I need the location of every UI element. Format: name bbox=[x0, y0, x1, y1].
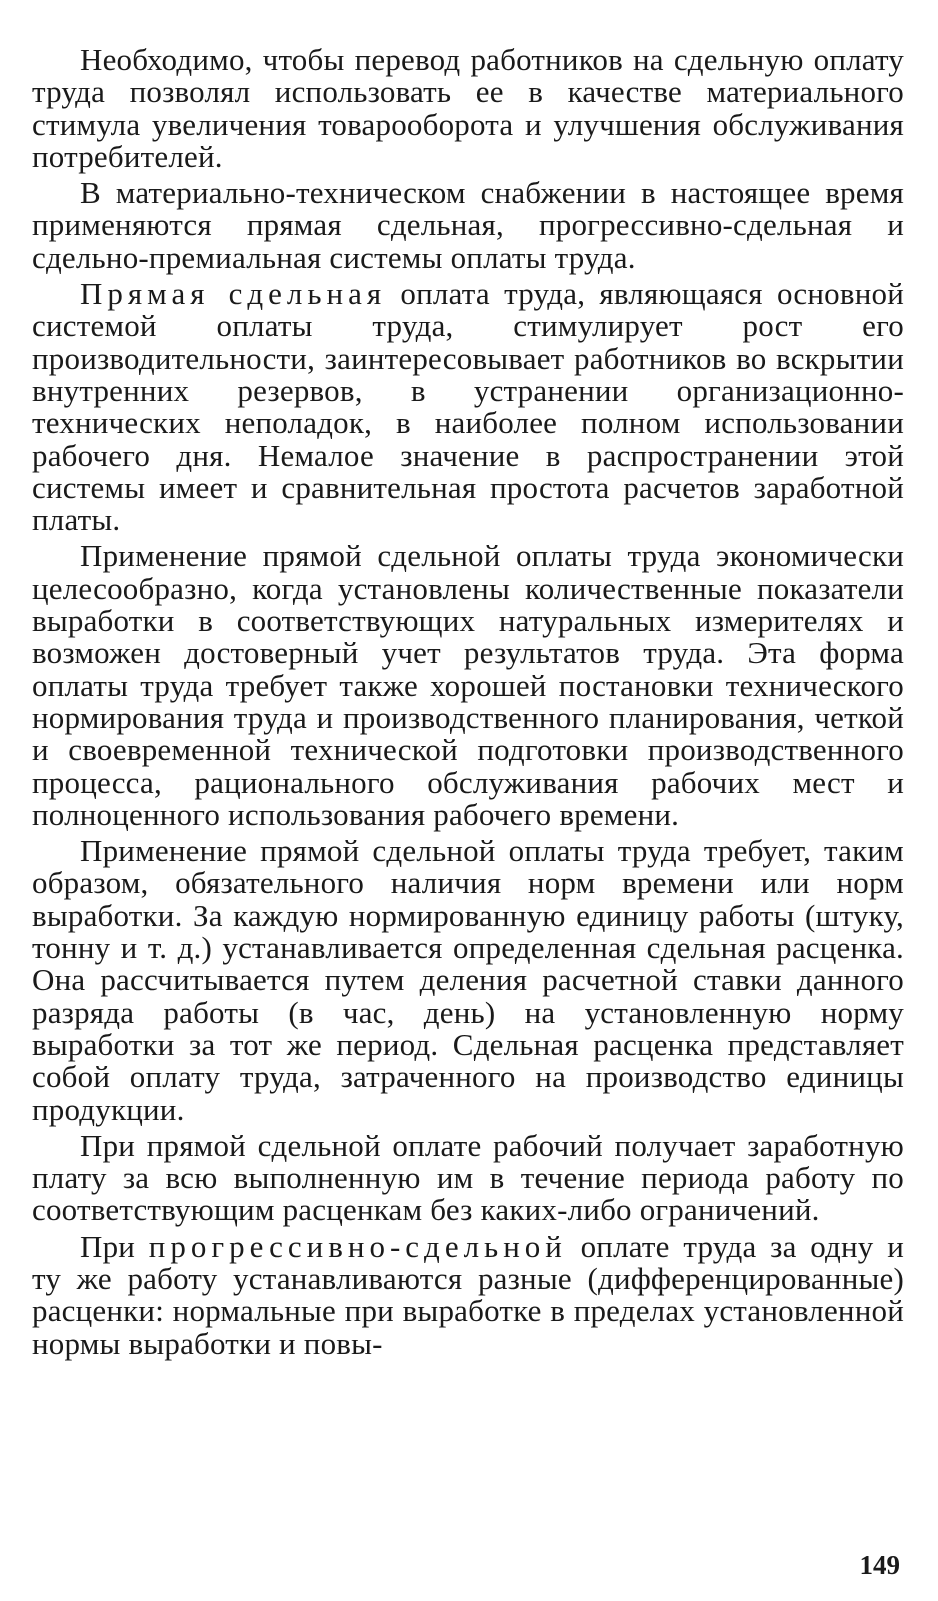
paragraph-7-text: оплате труда за одну и ту же работу устанавливаются разные (дифференцированные) расценки: нормальные при выработке в пределах установленной нормы выработки и повы- bbox=[32, 1228, 904, 1361]
paragraph-6-text: При прямой сдельной оплате рабочий получает заработную плату за всю выполненную им в течение периода работу по соответствующим расценкам без каких-либо ограничений. bbox=[32, 1127, 904, 1228]
paragraph-1 bbox=[32, 44, 904, 173]
paragraph-3-text: оплата труда, являющаяся основной системой оплаты труда, стимулирует рост его производительности, заинтересовывает работников во вскрытии внутренних резервов, в устранении организационно-технических неполадок, в наиболее полном использовании рабочего дня. Немалое значение в распространении этой системы имеет и сравнительная простота расчетов заработной платы. bbox=[32, 276, 904, 538]
paragraph-4 bbox=[32, 540, 904, 831]
page-body bbox=[32, 44, 904, 1360]
page-number: 149 bbox=[859, 1550, 900, 1580]
paragraph-5-text: Применение прямой сдельной оплаты труда требует, таким образом, обязательного наличия норм времени или норм выработки. За каждую нормированную единицу работы (штуку, тонну и т. д.) устанавливается определенная сдельная расценка. Она рассчитывается путем деления расчетной ставки данного разряда работы (в час, день) на установленную норму выработки за тот же период. Сдельная расценка представляет собой оплату труда, затраченного на производство единицы продукции. bbox=[32, 833, 904, 1127]
paragraph-1-text: Необходимо, чтобы перевод работников на сдельную оплату труда позволял использовать ее в качестве материального стимула увеличения товарооборота и улучшения обслуживания потребителей. bbox=[32, 42, 904, 174]
paragraph-2-text: В материально-техническом снабжении в настоящее время применяются прямая сдельная, прогрессивно-сдельная и сдельно-премиальная системы оплаты труда. bbox=[32, 175, 904, 275]
paragraph-5 bbox=[32, 835, 904, 1126]
term-progressive-piecework: прогрессивно-сдельной bbox=[148, 1228, 567, 1264]
paragraph-3 bbox=[32, 278, 904, 536]
paragraph-6 bbox=[32, 1127, 904, 1228]
paragraph-4-text: Применение прямой сдельной оплаты труда экономически целесообразно, когда установлены количественные показатели выработки в соответствующих натуральных измерителях и возможен достоверный учет результатов труда. Эта форма оплаты труда требует также хорошей постановки технического нормирования труда и производственного планирования, четкой и своевременной технической подготовки производственного процесса, рационального обслуживания рабочих мест и полноценного использования рабочего времени. bbox=[32, 538, 904, 832]
term-direct-piecework: Прямая сдельная bbox=[80, 276, 387, 312]
paragraph-7 bbox=[32, 1228, 904, 1361]
paragraph-2 bbox=[32, 177, 904, 274]
paragraph-7-prefix: При bbox=[80, 1228, 149, 1264]
